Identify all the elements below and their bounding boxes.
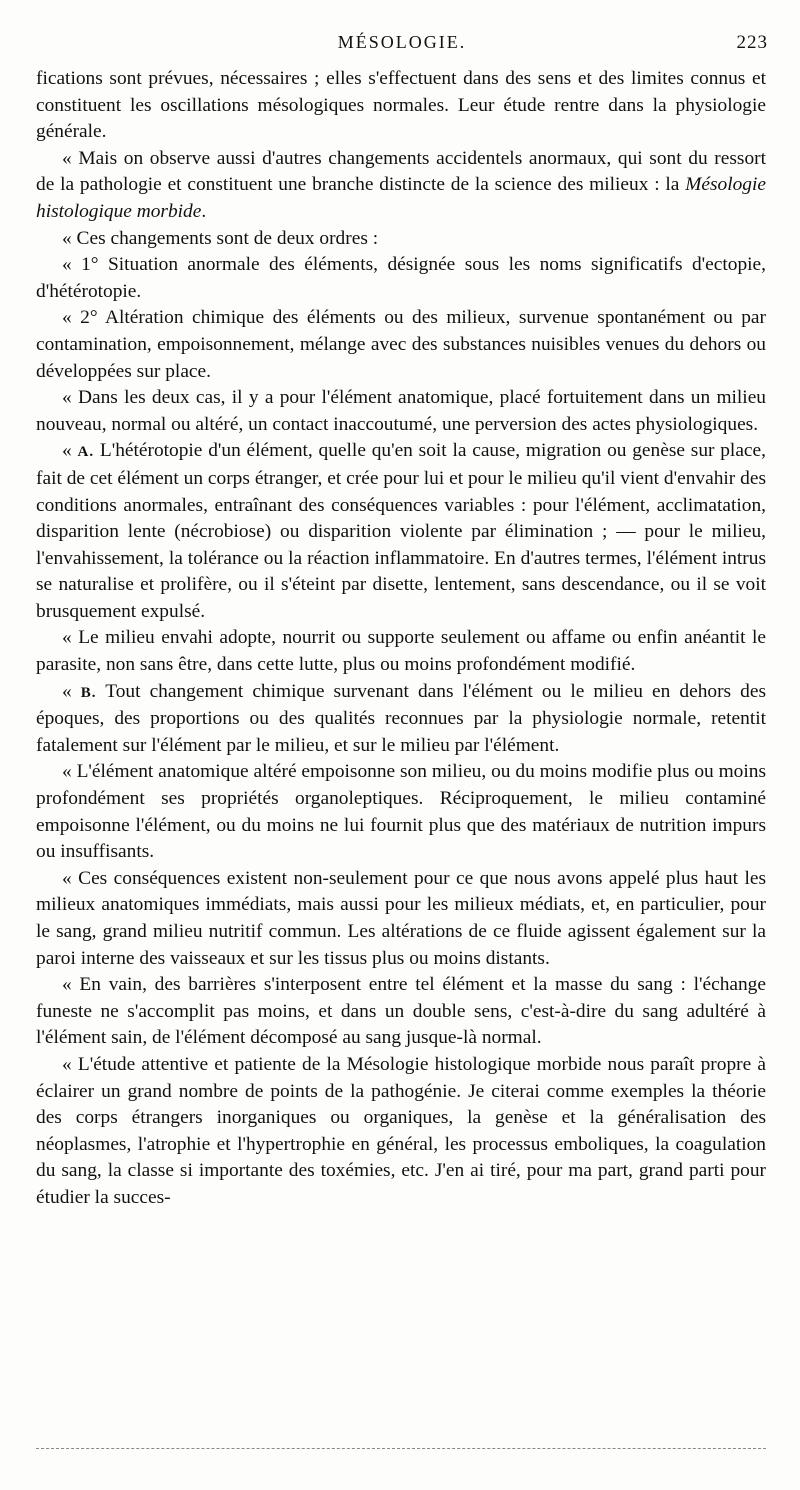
- emphasized-term: Mésologie histologique morbide: [36, 174, 766, 222]
- paragraph-altered-element: « L'élément anatomique altéré empoisonne son milieu, ou du moins modifie plus ou moins profondément ses propriétés organoleptiques. Réciproquement, le milieu contaminé empoisonne l'élément, ou du moins ne lui fournit plus que des matériaux de nutrition impurs ou insuffisants.: [36, 761, 766, 863]
- section-b-text: Tout changement chimique survenant dans l'élément ou le milieu en dehors des époques, des proportions ou des qualités reconnues par la physiologie normale, retentit fatalement sur l'élément par le milieu, et sur le milieu par l'élément.: [36, 680, 766, 756]
- section-b-prefix: «: [62, 680, 81, 702]
- paragraph-both-cases: « Dans les deux cas, il y a pour l'élément anatomique, placé fortuitement dans un milieu nouveau, normal ou altéré, un contact inaccoutumé, une perversion des actes physiologiques.: [36, 387, 766, 435]
- paragraph-section-a: [36, 438, 766, 625]
- paragraph-barriers: « En vain, des barrières s'interposent entre tel élément et la masse du sang : l'échange funeste ne s'accomplit pas moins, et dans un double sens, c'est-à-dire du sang adultéré à l'élément sain, de l'élément décomposé au sang jusque-là normal.: [36, 974, 766, 1049]
- paragraph-study: « L'étude attentive et patiente de la Mésologie histologique morbide nous paraît propre à éclairer un grand nombre de points de la pathogénie. Je citerai comme exemples la théorie des corps étrangers inorganiques ou organiques, la genèse et la généralisation des néoplasmes, l'atrophie et l'hypertrophie en général, les processus emboliques, la coagulation du sang, la classe si importante des toxémies, etc. J'en ai tiré, pour ma part, grand parti pour étudier la succes-: [36, 1053, 766, 1208]
- paragraph-consequences: « Ces conséquences existent non-seulement pour ce que nous avons appelé plus haut les milieux anatomiques immédiats, mais aussi pour les milieux médiats, et, en particulier, pour le sang, grand milieu nutritif commun. Les altérations de ce fluide agissent également sur la paroi interne des vaisseaux et sur les tissus plus ou moins distants.: [36, 867, 766, 969]
- section-a-letter: A.: [77, 444, 95, 461]
- paragraph-section-b: [36, 679, 766, 760]
- paragraph-invaded-milieu: « Le milieu envahi adopte, nourrit ou supporte seulement ou affame ou enfin anéantit le parasite, non sans être, dans cette lutte, plus ou moins profondément modifié.: [36, 627, 766, 676]
- section-a-text: L'hétérotopie d'un élément, quelle qu'en soit la cause, migration ou genèse sur place, fait de cet élément un corps étranger, et crée pour lui et pour le milieu qu'il vient d'envahir des conditions anormales, entraînant des conséquences variables : pour l'élément, acclimatation, disparition lente (nécrobiose) ou disparition violente par élimination ; — pour le milieu, l'envahissement, la tolérance ou la réaction inflammatoire. En d'autres termes, l'élément intrus se naturalise et prolifère, ou il s'éteint par disette, lentement, sans descendance, ou il se voit brusquement expulsé.: [36, 440, 766, 622]
- text-body: [36, 66, 766, 1212]
- footer-rule: [36, 1448, 766, 1449]
- section-a-prefix: «: [62, 440, 78, 462]
- paragraph-first-order: « 1° Situation anormale des éléments, désignée sous les noms significatifs d'ectopie, d'hétérotopie.: [36, 254, 766, 302]
- running-title: MÉSOLOGIE.: [337, 32, 467, 52]
- paragraph-text: « Mais on observe aussi d'autres changements accidentels anormaux, qui sont du ressort de la pathologie et constituent une branche distincte de la science des milieux : la Mésologie histologique morbide.: [36, 147, 766, 222]
- paragraph-second-order: « 2° Altération chimique des éléments ou des milieux, survenue spontanément ou par contamination, empoisonnement, mélange avec des substances nuisibles venues du dehors ou développées sur place.: [36, 307, 766, 382]
- paragraph-morbid-changes: [36, 146, 766, 226]
- section-b-letter: B.: [80, 684, 97, 701]
- page-number: 223: [736, 32, 768, 53]
- running-head: [36, 30, 768, 58]
- paragraph-continuation: fications sont prévues, nécessaires ; elles s'effectuent dans des sens et des limites connus et constituent les oscillations mésologiques normales. Leur étude rentre dans la physiologie générale.: [36, 68, 766, 143]
- paragraph-two-orders: « Ces changements sont de deux ordres :: [62, 227, 379, 249]
